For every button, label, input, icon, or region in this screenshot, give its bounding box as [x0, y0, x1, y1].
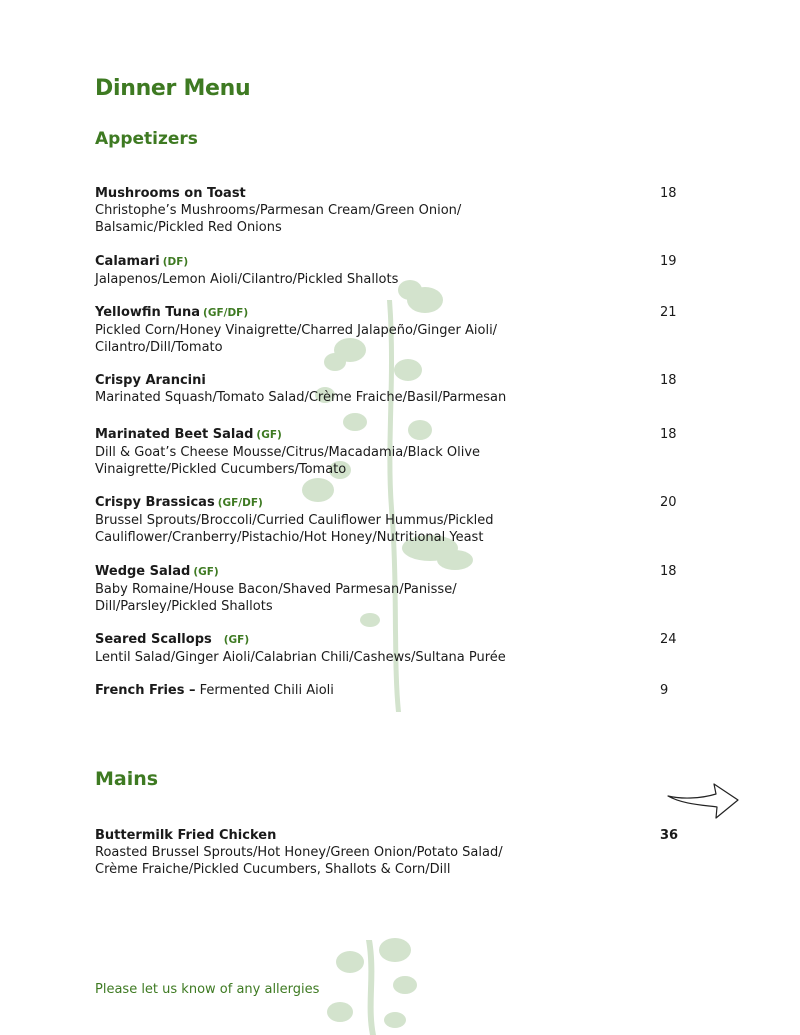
item-description: Fermented Chili Aioli [199, 683, 334, 698]
item-price: 20 [660, 495, 677, 510]
item-name: Crispy Brassicas [95, 495, 215, 510]
item-name: Crispy Arancini [95, 373, 206, 388]
menu-item-marinated-beet-salad [95, 426, 685, 478]
dietary-tag: (GF) [223, 634, 250, 646]
menu-item-wedge-salad [95, 563, 685, 615]
item-name: Marinated Beet Salad [95, 427, 254, 442]
item-price: 18 [660, 186, 677, 201]
item-description: Baby Romaine/House Bacon/Shaved Parmesan/Panisse/ Dill/Parsley/Pickled Shallots [95, 582, 457, 614]
item-description: Brussel Sprouts/Broccoli/Curried Cauliflower Hummus/Pickled Cauliflower/Cranberry/Pistachio/Hot Honey/Nutritional Yeast [95, 513, 494, 545]
menu-item-calamari [95, 253, 685, 288]
menu-item-buttermilk-fried-chicken [95, 827, 685, 878]
menu-item-yellowfin-tuna [95, 304, 685, 356]
menu-item-seared-scallops [95, 631, 685, 666]
mains-heading: Mains [95, 768, 159, 790]
item-description: Dill & Goat’s Cheese Mousse/Citrus/Macadamia/Black Olive Vinaigrette/Pickled Cucumbers/Tomato [95, 445, 481, 477]
menu-item-french-fries [95, 682, 685, 699]
page-title: Dinner Menu [95, 76, 251, 101]
item-name: Calamari [95, 254, 160, 269]
menu-item-mushrooms-on-toast [95, 185, 685, 236]
dietary-tag: (GF/DF) [203, 307, 249, 319]
dietary-tag: (GF) [256, 429, 282, 441]
item-price: 18 [660, 373, 677, 388]
item-price: 21 [660, 305, 677, 320]
item-price: 19 [660, 254, 677, 269]
next-page-arrow-icon [666, 780, 740, 820]
item-name: Yellowfin Tuna [95, 305, 201, 320]
menu-item-crispy-brassicas [95, 494, 685, 546]
item-name: Seared Scallops [95, 632, 212, 647]
item-price: 36 [660, 828, 679, 843]
menu-item-crispy-arancini [95, 372, 685, 406]
item-name: Wedge Salad [95, 564, 191, 579]
item-price: 18 [660, 427, 677, 442]
dietary-tag: (GF) [193, 566, 219, 578]
item-price: 24 [660, 632, 677, 647]
item-description: Marinated Squash/Tomato Salad/Crème Fraiche/Basil/Parmesan [95, 390, 507, 405]
item-name: Buttermilk Fried Chicken [95, 828, 277, 843]
appetizers-heading: Appetizers [95, 129, 198, 149]
item-price: 9 [660, 683, 669, 698]
dietary-tag: (GF/DF) [217, 497, 263, 509]
item-price: 18 [660, 564, 677, 579]
item-name: French Fries – [95, 683, 196, 698]
item-description: Jalapenos/Lemon Aioli/Cilantro/Pickled Shallots [95, 272, 399, 287]
item-description: Roasted Brussel Sprouts/Hot Honey/Green Onion/Potato Salad/ Crème Fraiche/Pickled Cucumbers, Shallots & Corn/Dill [95, 845, 503, 877]
item-name: Mushrooms on Toast [95, 186, 246, 201]
item-description: Lentil Salad/Ginger Aioli/Calabrian Chili/Cashews/Sultana Purée [95, 650, 506, 665]
item-description: Pickled Corn/Honey Vinaigrette/Charred Jalapeño/Ginger Aioli/ Cilantro/Dill/Tomato [95, 323, 498, 355]
allergy-note: Please let us know of any allergies [95, 982, 320, 997]
dietary-tag: (DF) [162, 256, 189, 268]
item-description: Christophe’s Mushrooms/Parmesan Cream/Green Onion/ Balsamic/Pickled Red Onions [95, 203, 462, 235]
